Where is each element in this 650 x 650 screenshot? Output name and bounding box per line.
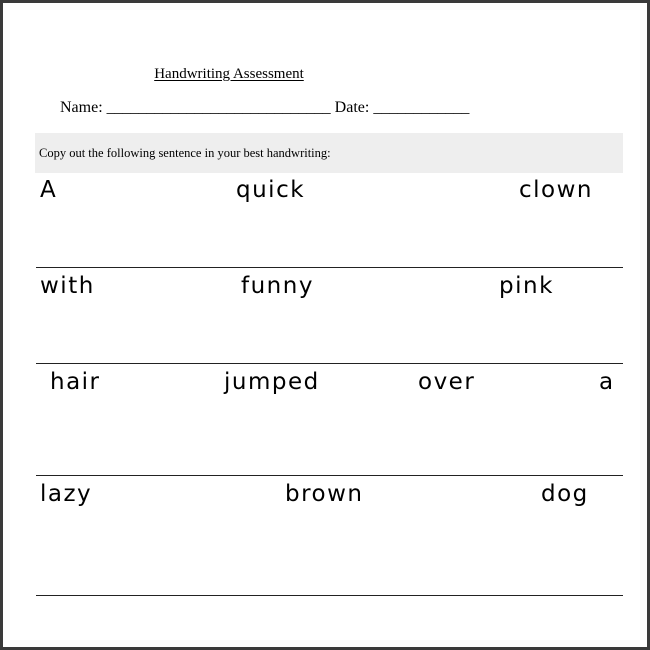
name-label: Name: [60, 99, 103, 116]
word: lazy [40, 481, 93, 507]
word: dog [541, 481, 589, 507]
word: brown [285, 481, 364, 507]
word: pink [499, 273, 554, 299]
writing-line [36, 475, 623, 476]
word: over [418, 369, 476, 395]
writing-line [36, 267, 623, 268]
word: with [40, 273, 95, 299]
date-blank: ____________ [373, 99, 470, 116]
instruction-bar [35, 133, 623, 173]
word: quick [236, 177, 306, 203]
name-blank: ____________________________ [106, 99, 331, 116]
name-date-row [60, 99, 469, 117]
date-label: Date: [334, 99, 370, 116]
word: A [40, 177, 58, 203]
word: jumped [224, 369, 320, 395]
word: hair [50, 369, 101, 395]
writing-line [36, 595, 623, 596]
word: funny [241, 273, 314, 299]
instruction-text: Copy out the following sentence in your best handwriting: [39, 146, 331, 160]
worksheet-title: Handwriting Assessment [154, 66, 304, 82]
word: a [599, 369, 615, 395]
word: clown [519, 177, 593, 203]
writing-line [36, 363, 623, 364]
